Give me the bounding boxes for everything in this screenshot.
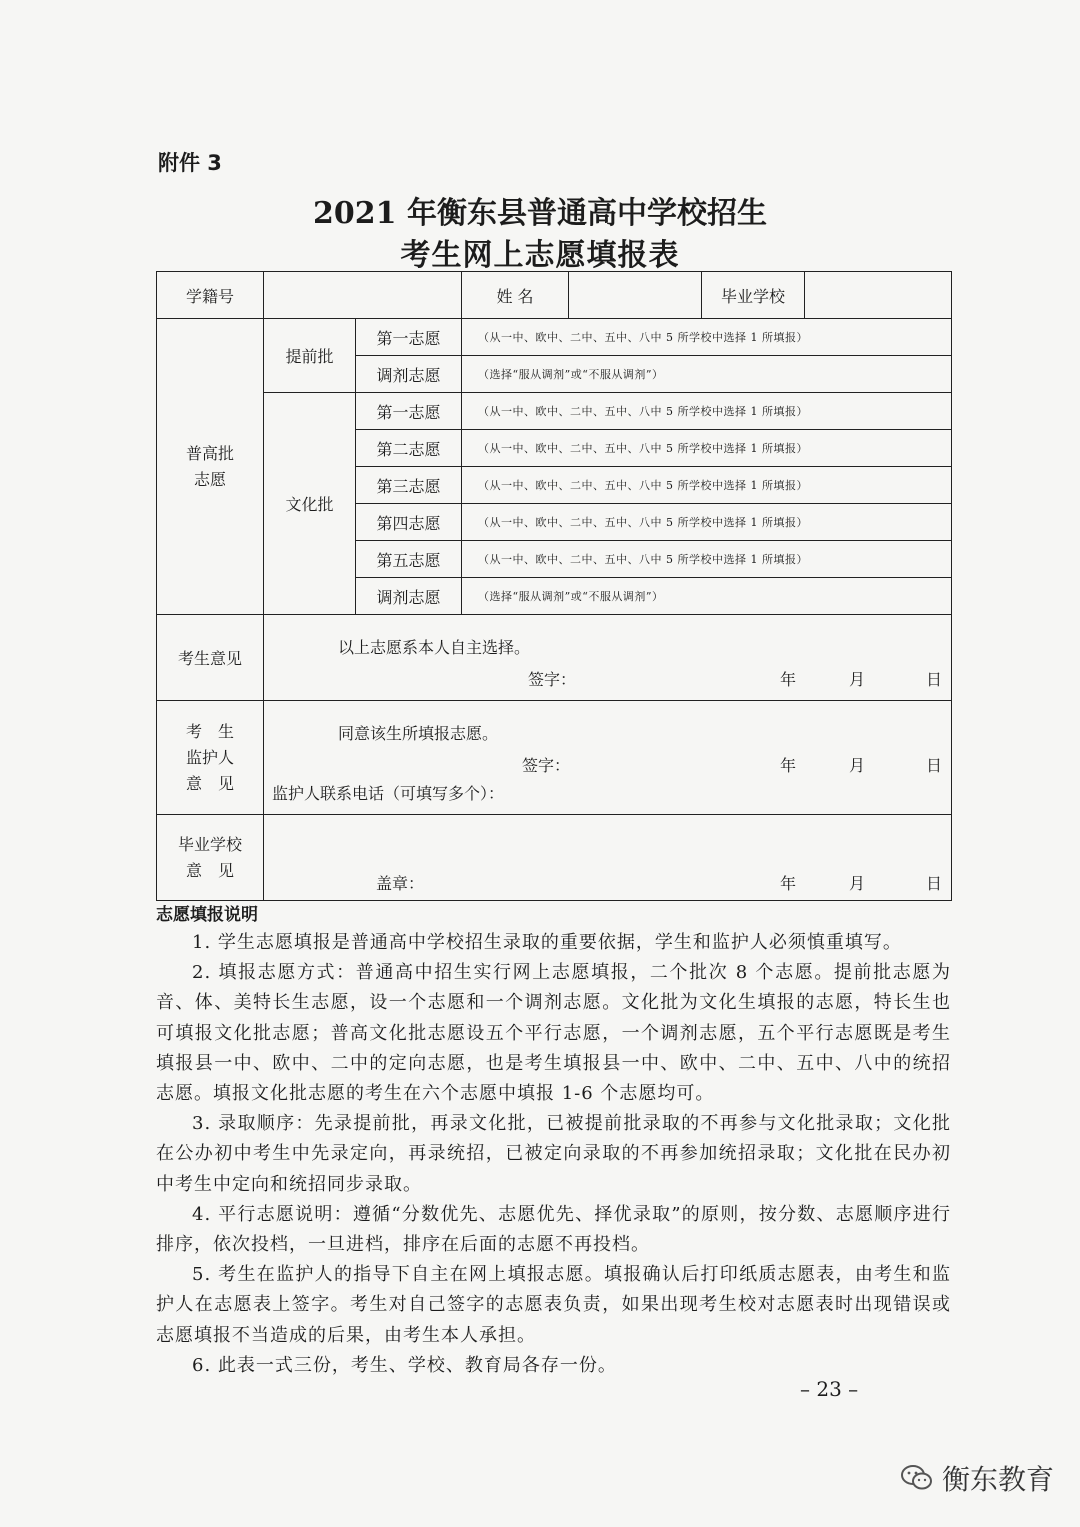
month-label: 月 <box>849 874 866 893</box>
choice-note[interactable]: （从一中、欧中、二中、五中、八中 5 所学校中选择 1 所填报） <box>462 504 952 541</box>
batch-label-culture: 文化批 <box>264 393 356 615</box>
seal-label: 盖章： <box>376 874 425 893</box>
choice-note[interactable]: （从一中、欧中、二中、五中、八中 5 所学校中选择 1 所填报） <box>462 541 952 578</box>
year-label: 年 <box>780 756 797 775</box>
choice-label: 第四志愿 <box>356 504 462 541</box>
note-paragraph: 5. 考生在监护人的指导下自主在网上填报志愿。填报确认后打印纸质志愿表，由考生和监护人在志愿表上签字。考生对自己签字的志愿表负责，如果出现考生校对志愿表时出现错误或志愿填报不当造成的后果，由考生本人承担。 <box>156 1264 951 1346</box>
guardian-label-line: 考 生 <box>185 721 234 741</box>
school-label-line: 毕业学校 <box>177 834 242 854</box>
student-opinion-text: 以上志愿系本人自主选择。 <box>338 638 531 657</box>
guardian-opinion-text: 同意该生所填报志愿。 <box>338 724 499 743</box>
day-label: 日 <box>926 756 943 775</box>
student-id-field[interactable] <box>264 272 462 319</box>
choice-note[interactable]: （从一中、欧中、二中、五中、八中 5 所学校中选择 1 所填报） <box>462 319 952 356</box>
school-opinion-label <box>157 815 264 901</box>
choice-label: 第一志愿 <box>356 319 462 356</box>
watermark-text: 衡东教育 <box>942 1463 1055 1496</box>
student-id-label: 学籍号 <box>157 272 264 319</box>
note-paragraph: 3. 录取顺序：先录提前批，再录文化批，已被提前批录取的不再参与文化批录取；文化批在公办初中考生中先录定向，再录统招，已被定向录取的不再参加统招录取；文化批在民办初中考生中定向和统招同步录取。 <box>156 1113 951 1195</box>
note-paragraph: 2. 填报志愿方式：普通高中招生实行网上志愿填报，二个批次 8 个志愿。提前批志愿为音、体、美特长生志愿，设一个志愿和一个调剂志愿。文化批为文化生填报的志愿，特长生也可填报文化批志愿；普高文化批志愿设五个平行志愿，一个调剂志愿，五个平行志愿既是考生填报县一中、欧中、二中的定向志愿，也是考生填报县一中、欧中、二中、五中、八中的统招志愿。填报文化批志愿的考生在六个志愿中填报 1-6 个志愿均可。 <box>156 962 951 1105</box>
guardian-phone-label: 监护人联系电话（可填写多个）： <box>272 784 505 803</box>
page-number: – 23 – <box>800 1377 859 1401</box>
note-paragraph: 6. 此表一式三份，考生、学校、教育局各存一份。 <box>192 1354 617 1376</box>
guardian-opinion-label <box>157 701 264 815</box>
notes-section <box>156 902 951 1381</box>
school-field[interactable] <box>805 272 952 319</box>
note-paragraph: 1. 学生志愿填报是普通高中学校招生录取的重要依据，学生和监护人必须慎重填写。 <box>192 932 902 953</box>
school-label-line: 意 见 <box>185 860 234 880</box>
guardian-label-line: 意 见 <box>185 773 234 793</box>
choice-label: 第一志愿 <box>356 393 462 430</box>
year-label: 年 <box>780 874 797 893</box>
batch-label-early: 提前批 <box>264 319 356 393</box>
choice-note[interactable]: （从一中、欧中、二中、五中、八中 5 所学校中选择 1 所填报） <box>462 430 952 467</box>
header-row <box>157 272 952 319</box>
month-label: 月 <box>849 756 866 775</box>
school-opinion-row <box>157 815 952 901</box>
school-opinion-cell[interactable] <box>264 815 952 901</box>
attachment-label: 附件 3 <box>158 151 222 175</box>
application-form-table <box>156 271 952 901</box>
day-label: 日 <box>926 670 943 689</box>
choice-note[interactable]: （选择“服从调剂”或“不服从调剂”） <box>462 356 952 393</box>
choice-label: 第三志愿 <box>356 467 462 504</box>
guardian-opinion-cell[interactable] <box>264 701 952 815</box>
document-subtitle: 考生网上志愿填报表 <box>400 238 680 273</box>
choice-note[interactable]: （选择“服从调剂”或“不服从调剂”） <box>462 578 952 615</box>
choice-label: 调剂志愿 <box>356 578 462 615</box>
name-field[interactable] <box>569 272 702 319</box>
guardian-label-line: 监护人 <box>185 747 234 767</box>
notes-title: 志愿填报说明 <box>156 905 258 925</box>
document-title: 2021 年衡东县普通高中学校招生 <box>313 196 767 231</box>
wechat-icon <box>900 1463 934 1493</box>
month-label: 月 <box>849 670 866 689</box>
student-opinion-cell[interactable] <box>264 615 952 701</box>
choice-note[interactable]: （从一中、欧中、二中、五中、八中 5 所学校中选择 1 所填报） <box>462 393 952 430</box>
school-label: 毕业学校 <box>702 272 805 319</box>
signature-label: 签字： <box>522 756 571 775</box>
note-paragraph: 4. 平行志愿说明：遵循“分数优先、志愿优先、择优录取”的原则，按分数、志愿顺序进行排序，依次投档，一旦进档，排序在后面的志愿不再投档。 <box>156 1203 951 1256</box>
section-label-text: 普高批 志愿 <box>185 443 234 489</box>
student-opinion-label: 考生意见 <box>157 615 264 701</box>
section-label <box>157 319 264 615</box>
day-label: 日 <box>926 874 943 893</box>
choice-label: 调剂志愿 <box>356 356 462 393</box>
guardian-opinion-row <box>157 701 952 815</box>
year-label: 年 <box>780 670 797 689</box>
signature-label: 签字： <box>528 670 577 689</box>
choice-note[interactable]: （从一中、欧中、二中、五中、八中 5 所学校中选择 1 所填报） <box>462 467 952 504</box>
watermark <box>900 1458 1054 1498</box>
student-opinion-row <box>157 615 952 701</box>
name-label: 姓 名 <box>462 272 569 319</box>
choice-label: 第五志愿 <box>356 541 462 578</box>
choice-label: 第二志愿 <box>356 430 462 467</box>
